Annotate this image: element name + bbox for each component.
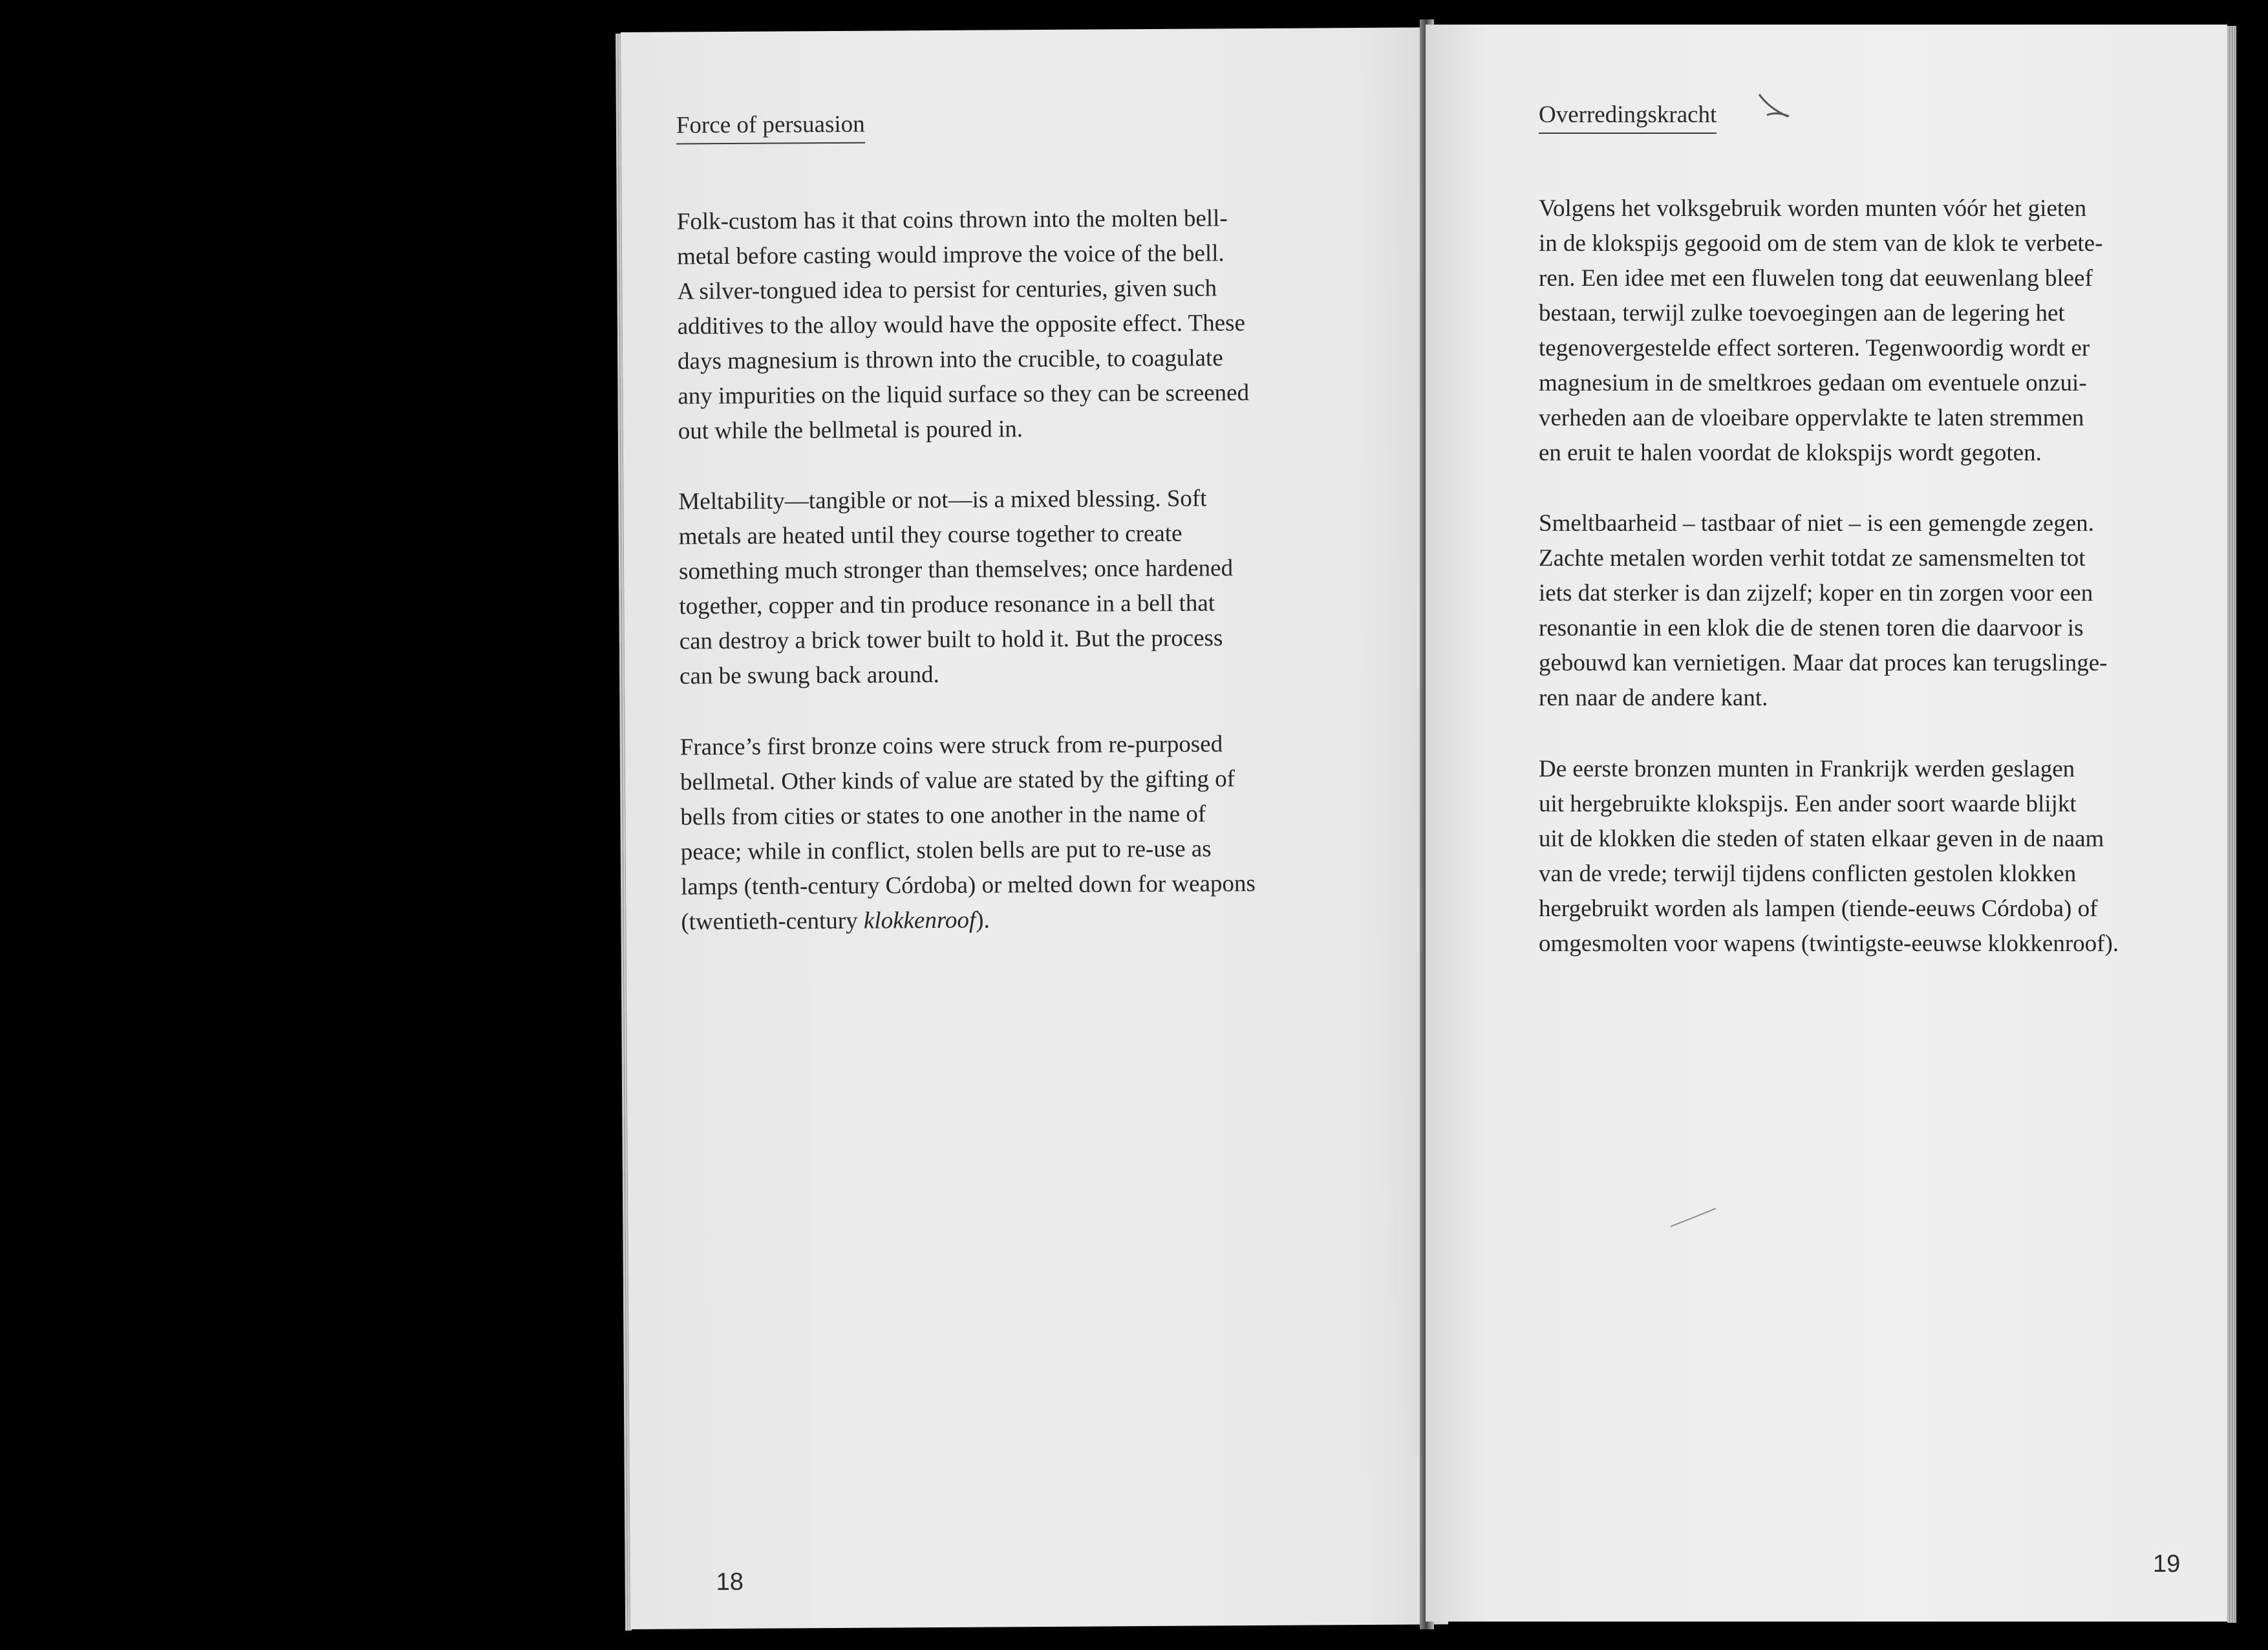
text-line: ren. Een idee met een fluwelen tong dat eeuwenlang bleef bbox=[1539, 265, 2093, 292]
pencil-tick-mark bbox=[1755, 89, 1794, 134]
text-line: in de klokspijs gegooid om de stem van de klok te verbete- bbox=[1539, 230, 2103, 257]
right-page-paragraph-3 bbox=[1539, 752, 2119, 961]
pencil-stray-mark bbox=[1668, 1205, 1720, 1230]
text-line: peace; while in conflict, stolen bells are put to re-use as bbox=[680, 835, 1212, 866]
left-page-number: 18 bbox=[716, 1568, 744, 1596]
text-line: ren naar de andere kant. bbox=[1539, 685, 1768, 711]
text-line: De eerste bronzen munten in Frankrijk werden geslagen bbox=[1539, 756, 2075, 782]
text-line: uit hergebruikte klokspijs. Een ander soort waarde blijkt bbox=[1539, 791, 2077, 817]
right-page bbox=[1426, 25, 2227, 1622]
text-line: bestaan, terwijl zulke toevoegingen aan de legering het bbox=[1539, 300, 2065, 327]
text-fragment: (twentieth-century bbox=[681, 907, 864, 936]
text-line: resonantie in een klok die de stenen toren die daarvoor is bbox=[1539, 615, 2084, 641]
text-line: A silver-tongued idea to persist for centuries, given such bbox=[677, 275, 1217, 305]
text-line: together, copper and tin produce resonance in a bell that bbox=[679, 590, 1215, 620]
right-page-heading: Overredingskracht bbox=[1539, 101, 1717, 134]
text-line: Smeltbaarheid – tastbaar of niet – is een gemengde zegen. bbox=[1539, 510, 2094, 537]
text-line: bellmetal. Other kinds of value are stated by the gifting of bbox=[679, 766, 1236, 796]
text-line: Meltability—tangible or not—is a mixed blessing. Soft bbox=[678, 485, 1207, 515]
text-line: out while the bellmetal is poured in. bbox=[678, 416, 1023, 445]
left-page-heading: Force of persuasion bbox=[676, 111, 865, 145]
text-line: gebouwd kan vernietigen. Maar dat proces kan terugslinge- bbox=[1539, 650, 2108, 676]
text-line-last bbox=[681, 901, 1256, 939]
text-line: uit de klokken die steden of staten elkaar geven in de naam bbox=[1539, 826, 2104, 852]
text-line: Folk-custom has it that coins thrown into the molten bell- bbox=[676, 205, 1228, 235]
text-line: Volgens het volksgebruik worden munten vóór het gieten bbox=[1539, 195, 2087, 222]
text-line: metals are heated until they course together to create bbox=[678, 520, 1182, 550]
text-line: Zachte metalen worden verhit totdat ze samensmelten tot bbox=[1539, 545, 2086, 572]
text-line: metal before casting would improve the voice of the bell. bbox=[676, 240, 1225, 270]
right-page-number: 19 bbox=[2153, 1550, 2181, 1578]
text-line: omgesmolten voor wapens (twintigste-eeuwse klokkenroof). bbox=[1539, 930, 2119, 957]
text-line: any impurities on the liquid surface so they can be screened bbox=[678, 380, 1250, 410]
text-line: can be swung back around. bbox=[679, 661, 939, 690]
text-line: verheden aan de vloeibare oppervlakte te laten stremmen bbox=[1539, 405, 2084, 431]
left-page-paragraph-2 bbox=[678, 481, 1234, 694]
text-line: something much stronger than themselves; once hardened bbox=[678, 555, 1234, 585]
text-line: en eruit te halen voordat de klokspijs wordt gegoten. bbox=[1539, 440, 2042, 466]
left-page-paragraph-1 bbox=[677, 201, 1250, 449]
text-line: lamps (tenth-century Córdoba) or melted down for weapons bbox=[680, 870, 1256, 901]
italic-term: klokkenroof bbox=[863, 906, 976, 934]
text-line: hergebruikt worden als lampen (tiende-eeuws Córdoba) of bbox=[1539, 895, 2098, 922]
text-line: van de vrede; terwijl tijdens conflicten gestolen klokken bbox=[1539, 861, 2077, 887]
right-page-paragraph-2 bbox=[1539, 506, 2107, 716]
text-line: France’s first bronze coins were struck from re-purposed bbox=[679, 731, 1223, 761]
left-page bbox=[621, 27, 1448, 1629]
text-line: magnesium in de smeltkroes gedaan om eventuele onzui- bbox=[1539, 370, 2087, 396]
text-fragment: ). bbox=[976, 906, 990, 934]
text-line: tegenovergestelde effect sorteren. Tegenwoordig wordt er bbox=[1539, 335, 2090, 361]
right-page-edge bbox=[2227, 26, 2236, 1623]
text-line: can destroy a brick tower built to hold it. But the process bbox=[679, 625, 1223, 655]
text-line: additives to the alloy would have the opposite effect. These bbox=[677, 310, 1246, 340]
right-page-paragraph-1 bbox=[1539, 191, 2102, 471]
left-page-paragraph-3 bbox=[680, 727, 1256, 939]
text-line: bells from cities or states to one another in the name of bbox=[680, 800, 1206, 831]
text-line: iets dat sterker is dan zijzelf; koper en tin zorgen voor een bbox=[1539, 580, 2093, 606]
text-line: days magnesium is thrown into the crucible, to coagulate bbox=[677, 345, 1223, 375]
